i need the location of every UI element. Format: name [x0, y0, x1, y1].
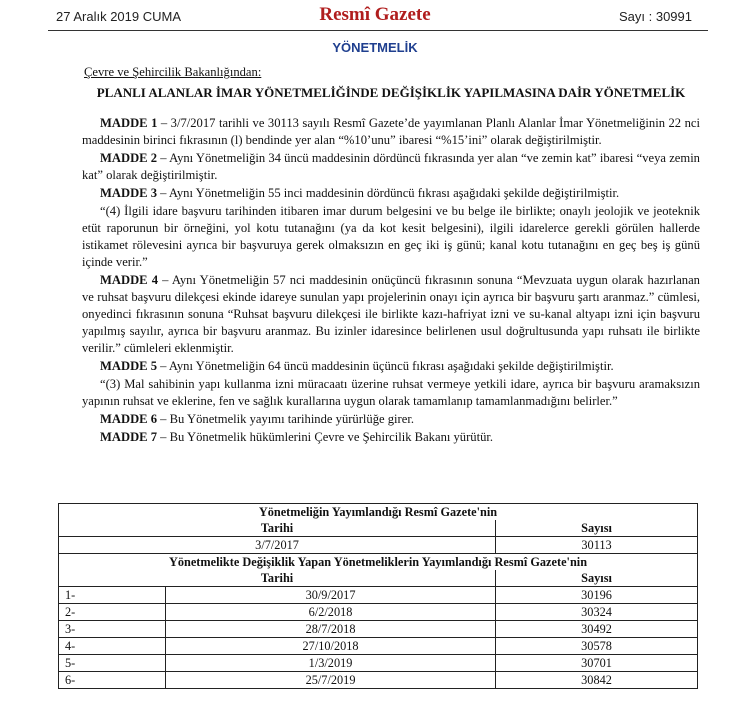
ministry-line: Çevre ve Şehircilik Bakanlığından:	[84, 65, 262, 79]
articles-list	[82, 115, 700, 446]
table-row-original	[59, 537, 698, 554]
table-row	[59, 655, 698, 672]
gazette-table	[58, 503, 698, 689]
row-date: 30/9/2017	[166, 587, 496, 604]
row-date: 6/2/2018	[166, 604, 496, 621]
article-text: – Bu Yönetmelik hükümlerini Çevre ve Şehircilik Bakanı yürütür.	[157, 430, 494, 444]
article-label: MADDE 5	[100, 359, 158, 373]
article-text: – Aynı Yönetmeliğin 57 nci maddesinin onüçüncü fıkrasının sonuna “Mevzuata uygun olarak hazırlanan ve ruhsat başvuru dilekçesi ekinde idareye sunulan yapı projelerinin onayı için ayrıca bir başvuru şartı aranmaz.” cümlesi, onyedinci fıkrasının sonuna “Ruhsat başvuru dilekçesi ile birlikte kazı-hafriyat izni ve su-kanal altyapı izni için başvuru yapılmış sayılır, ayrıca bir başvuru aranmaz. Bu izinler idaresince belirlenen usul doğrultusunda yapı ruhsatı ile birlikte verilir.” cümleleri eklenmiştir.	[82, 273, 700, 355]
row-date: 25/7/2019	[166, 672, 496, 689]
row-issue: 30578	[496, 638, 698, 655]
table-row	[59, 672, 698, 689]
article-label: MADDE 1	[100, 116, 158, 130]
article-text: – 3/7/2017 tarihli ve 30113 sayılı Resmî Gazete’de yayımlanan Planlı Alanlar İmar Yönetmeliğinin 22 nci maddesinin birinci fıkrasının (l) bendinde yer alan “%10’unu” ibaresi “%15’ini” olarak değiştirilmiştir.	[82, 116, 700, 147]
row-issue: 30324	[496, 604, 698, 621]
table-header-row	[59, 504, 698, 521]
row-number: 6-	[59, 672, 166, 689]
article-label: MADDE 3	[100, 186, 158, 200]
table-subheader-row-amendments	[59, 570, 698, 587]
col-issue-header-2: Sayısı	[496, 570, 698, 587]
original-issue: 30113	[496, 537, 698, 554]
article-paragraph	[82, 203, 700, 271]
row-issue: 30701	[496, 655, 698, 672]
row-date: 27/10/2018	[166, 638, 496, 655]
article-text: “(4) İlgili idare başvuru tarihinden itibaren imar durum belgesini ve bu belge ile birlikte; onaylı jeolojik ve jeoteknik etüt raporunun bir örneğini, yol kotu tutanağını (ya da kot kesit belgesini), ilgili idarelerce gerekli görülen hallerde istikamet rölevesini ayrıca bir başvuruya gerek olmaksızın en geç iki iş günü; kanal kotu tutanağını en geç beş iş günü içinde verir.”	[82, 204, 700, 269]
article-text: – Aynı Yönetmeliğin 55 inci maddesinin dördüncü fıkrası aşağıdaki şekilde değiştirilmiştir.	[157, 186, 620, 200]
col-date-header: Tarihi	[59, 520, 496, 537]
table-header-row-amendments	[59, 554, 698, 571]
row-issue: 30196	[496, 587, 698, 604]
article-paragraph	[82, 185, 700, 202]
table-header-amendments: Yönetmelikte Değişiklik Yapan Yönetmeliklerin Yayımlandığı Resmî Gazete'nin	[59, 554, 698, 571]
row-issue: 30842	[496, 672, 698, 689]
article-paragraph	[82, 429, 700, 446]
row-number: 1-	[59, 587, 166, 604]
row-number: 5-	[59, 655, 166, 672]
article-label: MADDE 4	[100, 273, 159, 287]
col-date-header-2: Tarihi	[59, 570, 496, 587]
document-body	[82, 64, 700, 447]
article-text: – Aynı Yönetmeliğin 64 üncü maddesinin üçüncü fıkrası aşağıdaki şekilde değiştirilmiştir.	[157, 359, 614, 373]
article-label: MADDE 7	[100, 430, 158, 444]
original-date: 3/7/2017	[59, 537, 496, 554]
article-paragraph	[82, 150, 700, 184]
table-row	[59, 587, 698, 604]
article-label: MADDE 2	[100, 151, 158, 165]
row-number: 3-	[59, 621, 166, 638]
row-number: 2-	[59, 604, 166, 621]
article-text: “(3) Mal sahibinin yapı kullanma izni müracaatı üzerine ruhsat vermeye yetkili idare, ayrıca bir başvuru aramaksızın yapının ruhsat ve eklerine, fen ve sağlık kurallarına uygun olarak tamamlanıp tamamlanmadığını belirler.”	[82, 377, 700, 408]
table-subheader-row	[59, 520, 698, 537]
regulation-title: PLANLI ALANLAR İMAR YÖNETMELİĞİNDE DEĞİŞİKLİK YAPILMASINA DAİR YÖNETMELİK	[96, 85, 686, 100]
article-paragraph	[82, 115, 700, 149]
gazette-title: Resmî Gazete	[319, 4, 431, 25]
article-paragraph	[82, 411, 700, 428]
section-heading: YÖNETMELİK	[332, 40, 418, 55]
article-paragraph	[82, 358, 700, 375]
masthead	[0, 0, 750, 34]
row-date: 1/3/2019	[166, 655, 496, 672]
masthead-rule	[48, 30, 708, 31]
row-issue: 30492	[496, 621, 698, 638]
table-row	[59, 621, 698, 638]
issue-number: Sayı : 30991	[619, 9, 692, 24]
article-paragraph	[82, 376, 700, 410]
table-row	[59, 604, 698, 621]
article-text: – Bu Yönetmelik yayımı tarihinde yürürlüğe girer.	[157, 412, 414, 426]
row-number: 4-	[59, 638, 166, 655]
article-paragraph	[82, 272, 700, 357]
table-row	[59, 638, 698, 655]
article-text: – Aynı Yönetmeliğin 34 üncü maddesinin dördüncü fıkrasında yer alan “ve zemin kat” ibaresi “veya zemin kat” olarak değiştirilmiştir.	[82, 151, 700, 182]
article-label: MADDE 6	[100, 412, 158, 426]
col-issue-header: Sayısı	[496, 520, 698, 537]
table-header-original: Yönetmeliğin Yayımlandığı Resmî Gazete'nin	[59, 504, 698, 521]
row-date: 28/7/2018	[166, 621, 496, 638]
issue-date: 27 Aralık 2019 CUMA	[56, 9, 182, 24]
